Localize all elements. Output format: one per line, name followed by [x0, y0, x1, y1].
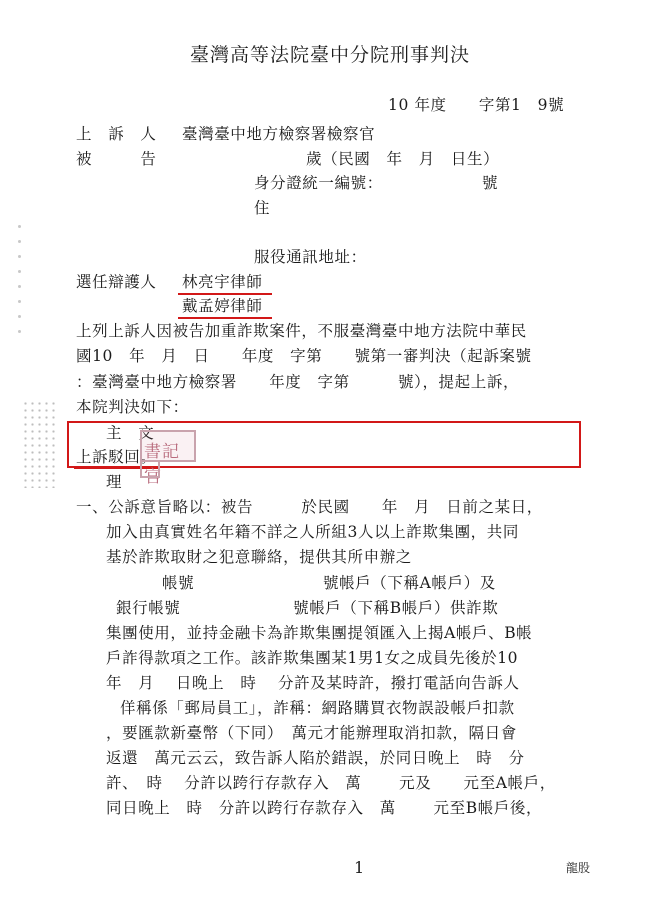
id-number-label: 身分證統一編號： — [254, 174, 383, 192]
defender-label: 選任辯護人 — [76, 273, 157, 291]
reason-line: 集團使用，並持金融卡為詐欺集團提領匯入上揭A帳戶、B帳 — [106, 624, 533, 642]
clerk-seal-text: 書記官 — [144, 442, 180, 487]
reason-line: 銀行帳號 號帳戶（下稱B帳戶）供詐欺 — [116, 599, 499, 617]
verdict-text: 上訴駁回。 — [76, 448, 157, 466]
defendant-birth: 歲（民國 年 月 日生） — [306, 150, 500, 168]
corner-note: 龍股 — [566, 861, 591, 875]
reason-line: 佯稱係「郵局員工」，詐稱：網路購買衣物誤設帳戶扣款 — [120, 699, 515, 717]
defendant-label: 被 告 — [76, 150, 157, 168]
appellant-name: 臺灣臺中地方檢察署檢察官 — [182, 125, 376, 143]
verdict-heading: 主 文 — [106, 424, 155, 442]
reason-line: 返還 萬元云云，致告訴人陷於錯誤，於同日晚上 時 分 — [106, 749, 525, 767]
intro-line-1: 上列上訴人因被告加重詐欺案件，不服臺灣臺中地方法院中華民 — [76, 322, 527, 340]
reason-line: 帳號 號帳戶（下稱A帳戶）及 — [162, 574, 496, 592]
service-address-label: 服役通訊地址： — [254, 248, 367, 266]
reason-line: ，要匯款新臺幣（下同） 萬元才能辦理取消扣款，隔日會 — [106, 724, 517, 742]
clerk-seal-edge — [140, 462, 160, 478]
intro-line-2: 國10 年 月 日 年度 字第 號第一審判決（起訴案號 — [76, 347, 532, 365]
document-title: 臺灣高等法院臺中分院刑事判決 — [190, 44, 471, 66]
reasons-heading: 理 — [106, 473, 123, 491]
reason-line: 基於詐欺取財之犯意聯絡，提供其所申辦之 — [106, 548, 412, 566]
address-label: 住 — [254, 199, 271, 217]
intro-line-4: 本院判決如下： — [76, 398, 189, 416]
reason-line: 年 月 日晚上 時 分許及某時許，撥打電話向告訴人 — [106, 674, 520, 692]
id-number-suffix: 號 — [482, 174, 499, 192]
defender-2-underline — [178, 317, 272, 319]
reason-line: 加入由真實姓名年籍不詳之人所組3人以上詐欺集團，共同 — [106, 523, 519, 541]
intro-line-3: ：臺灣臺中地方檢察署 年度 字第 號），提起上訴， — [76, 373, 520, 391]
page-number: 1 — [354, 858, 365, 877]
reason-line: 許、 時 分許以跨行存款存入 萬 元及 元至A帳戶， — [106, 774, 556, 792]
reason-line: 同日晚上 時 分許以跨行存款存入 萬 元至B帳戶後， — [106, 799, 543, 817]
binding-holes — [18, 225, 22, 345]
clerk-seal-stamp — [140, 430, 196, 487]
defender-name-1: 林亮宇律師 — [182, 273, 263, 291]
case-number: 10 年度 字第1 9號 — [388, 96, 565, 114]
defender-name-2: 戴孟婷律師 — [182, 297, 263, 315]
reason-line: 一、公訴意旨略以：被告 於民國 年 月 日前之某日， — [76, 498, 543, 516]
appellant-label: 上 訴 人 — [76, 125, 157, 143]
binding-dot-pattern — [22, 400, 58, 488]
reason-line: 戶詐得款項之工作。該詐欺集團某1男1女之成員先後於10 — [106, 649, 519, 667]
defender-1-underline — [178, 293, 272, 295]
